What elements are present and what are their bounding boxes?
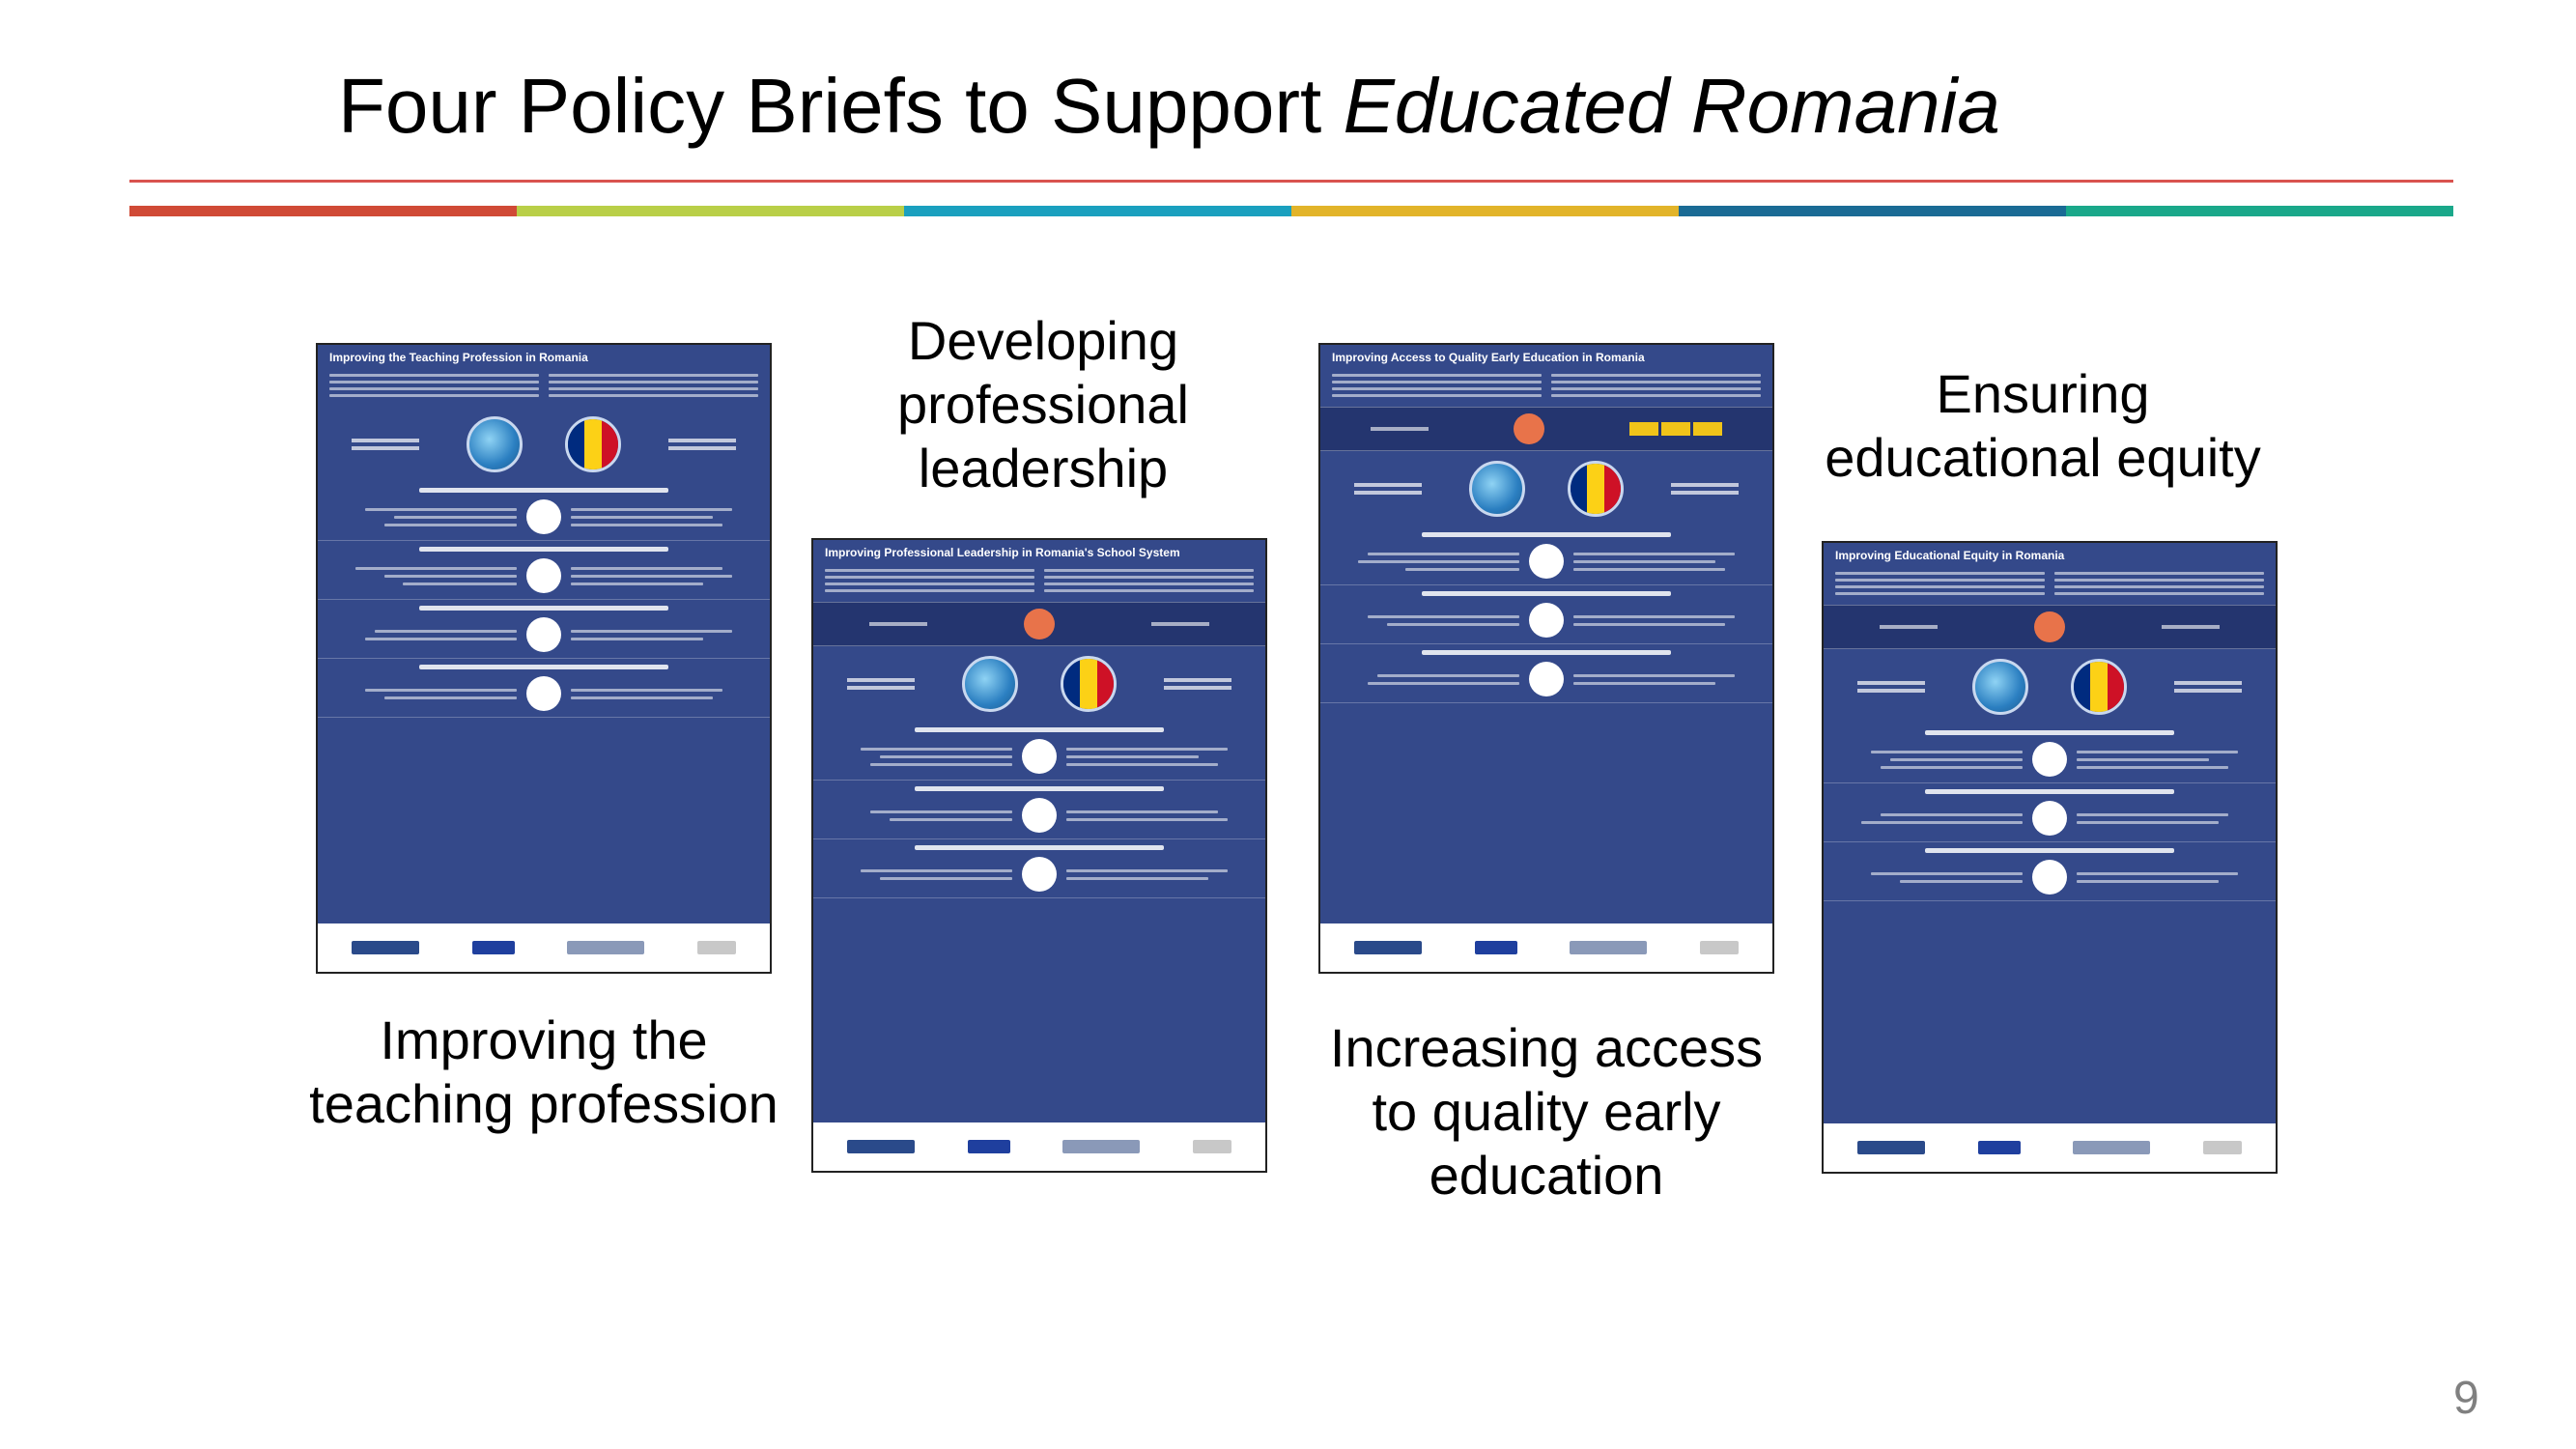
books-icon bbox=[526, 617, 561, 652]
romania-flag-icon bbox=[565, 416, 621, 472]
band-segment-cyan bbox=[904, 206, 1291, 216]
brief-thumbnail-leadership bbox=[811, 538, 1267, 1173]
person-icon bbox=[1529, 544, 1564, 579]
brief-footer-logos bbox=[1824, 1123, 2276, 1172]
book-icon bbox=[526, 499, 561, 534]
talk-bubble-icon bbox=[1024, 609, 1055, 639]
band-segment-teal bbox=[2066, 206, 2453, 216]
brief-title: Improving the Teaching Profession in Romania bbox=[329, 351, 588, 364]
brief-footer-logos bbox=[813, 1122, 1265, 1171]
brief-footer-logos bbox=[318, 923, 770, 972]
globe-icon bbox=[1972, 659, 2028, 715]
child-icon bbox=[1514, 413, 1544, 444]
checklist-icon bbox=[2032, 860, 2067, 895]
caption-teaching: Improving the teaching profession bbox=[309, 1009, 778, 1134]
brief-title: Improving Educational Equity in Romania bbox=[1835, 549, 2065, 562]
book-icon bbox=[2032, 742, 2067, 777]
globe-icon bbox=[962, 656, 1018, 712]
teacher-icon bbox=[1529, 662, 1564, 696]
slide-title bbox=[338, 60, 2000, 153]
band-segment-lime bbox=[517, 206, 904, 216]
paper-plane-icon bbox=[2032, 801, 2067, 836]
band-segment-yellow bbox=[1291, 206, 1679, 216]
graduation-cap-icon bbox=[526, 558, 561, 593]
checklist-icon bbox=[1022, 857, 1057, 892]
brief-thumbnail-early-education bbox=[1318, 343, 1774, 974]
checklist-icon bbox=[526, 676, 561, 711]
color-band bbox=[129, 206, 2453, 216]
brief-title: Improving Access to Quality Early Education in Romania bbox=[1332, 351, 1645, 364]
brief-footer-logos bbox=[1320, 923, 1772, 972]
student-icon bbox=[2034, 611, 2065, 642]
romania-flag-icon bbox=[1061, 656, 1117, 712]
band-segment-blue bbox=[1679, 206, 2066, 216]
globe-icon bbox=[467, 416, 523, 472]
romania-flag-icon bbox=[2071, 659, 2127, 715]
caption-early-education: Increasing access to quality early education bbox=[1329, 1017, 1764, 1206]
slide-title-plain: Four Policy Briefs to Support bbox=[338, 63, 1344, 149]
spending-bars bbox=[1629, 422, 1722, 436]
tablet-icon bbox=[1529, 603, 1564, 638]
caption-equity: Ensuring educational equity bbox=[1825, 363, 2261, 488]
globe-icon bbox=[1469, 461, 1525, 517]
brief-title: Improving Professional Leadership in Romania's School System bbox=[825, 546, 1180, 559]
book-icon bbox=[1022, 739, 1057, 774]
caption-leadership: Developing professional leadership bbox=[897, 310, 1189, 498]
page-number: 9 bbox=[2453, 1373, 2479, 1424]
people-icon bbox=[1022, 798, 1057, 833]
brief-thumbnail-teaching bbox=[316, 343, 772, 974]
band-segment-red bbox=[129, 206, 517, 216]
romania-flag-icon bbox=[1568, 461, 1624, 517]
brief-thumbnail-equity bbox=[1822, 541, 2278, 1174]
title-underline bbox=[129, 180, 2453, 183]
slide-title-italic: Educated Romania bbox=[1343, 63, 2000, 149]
